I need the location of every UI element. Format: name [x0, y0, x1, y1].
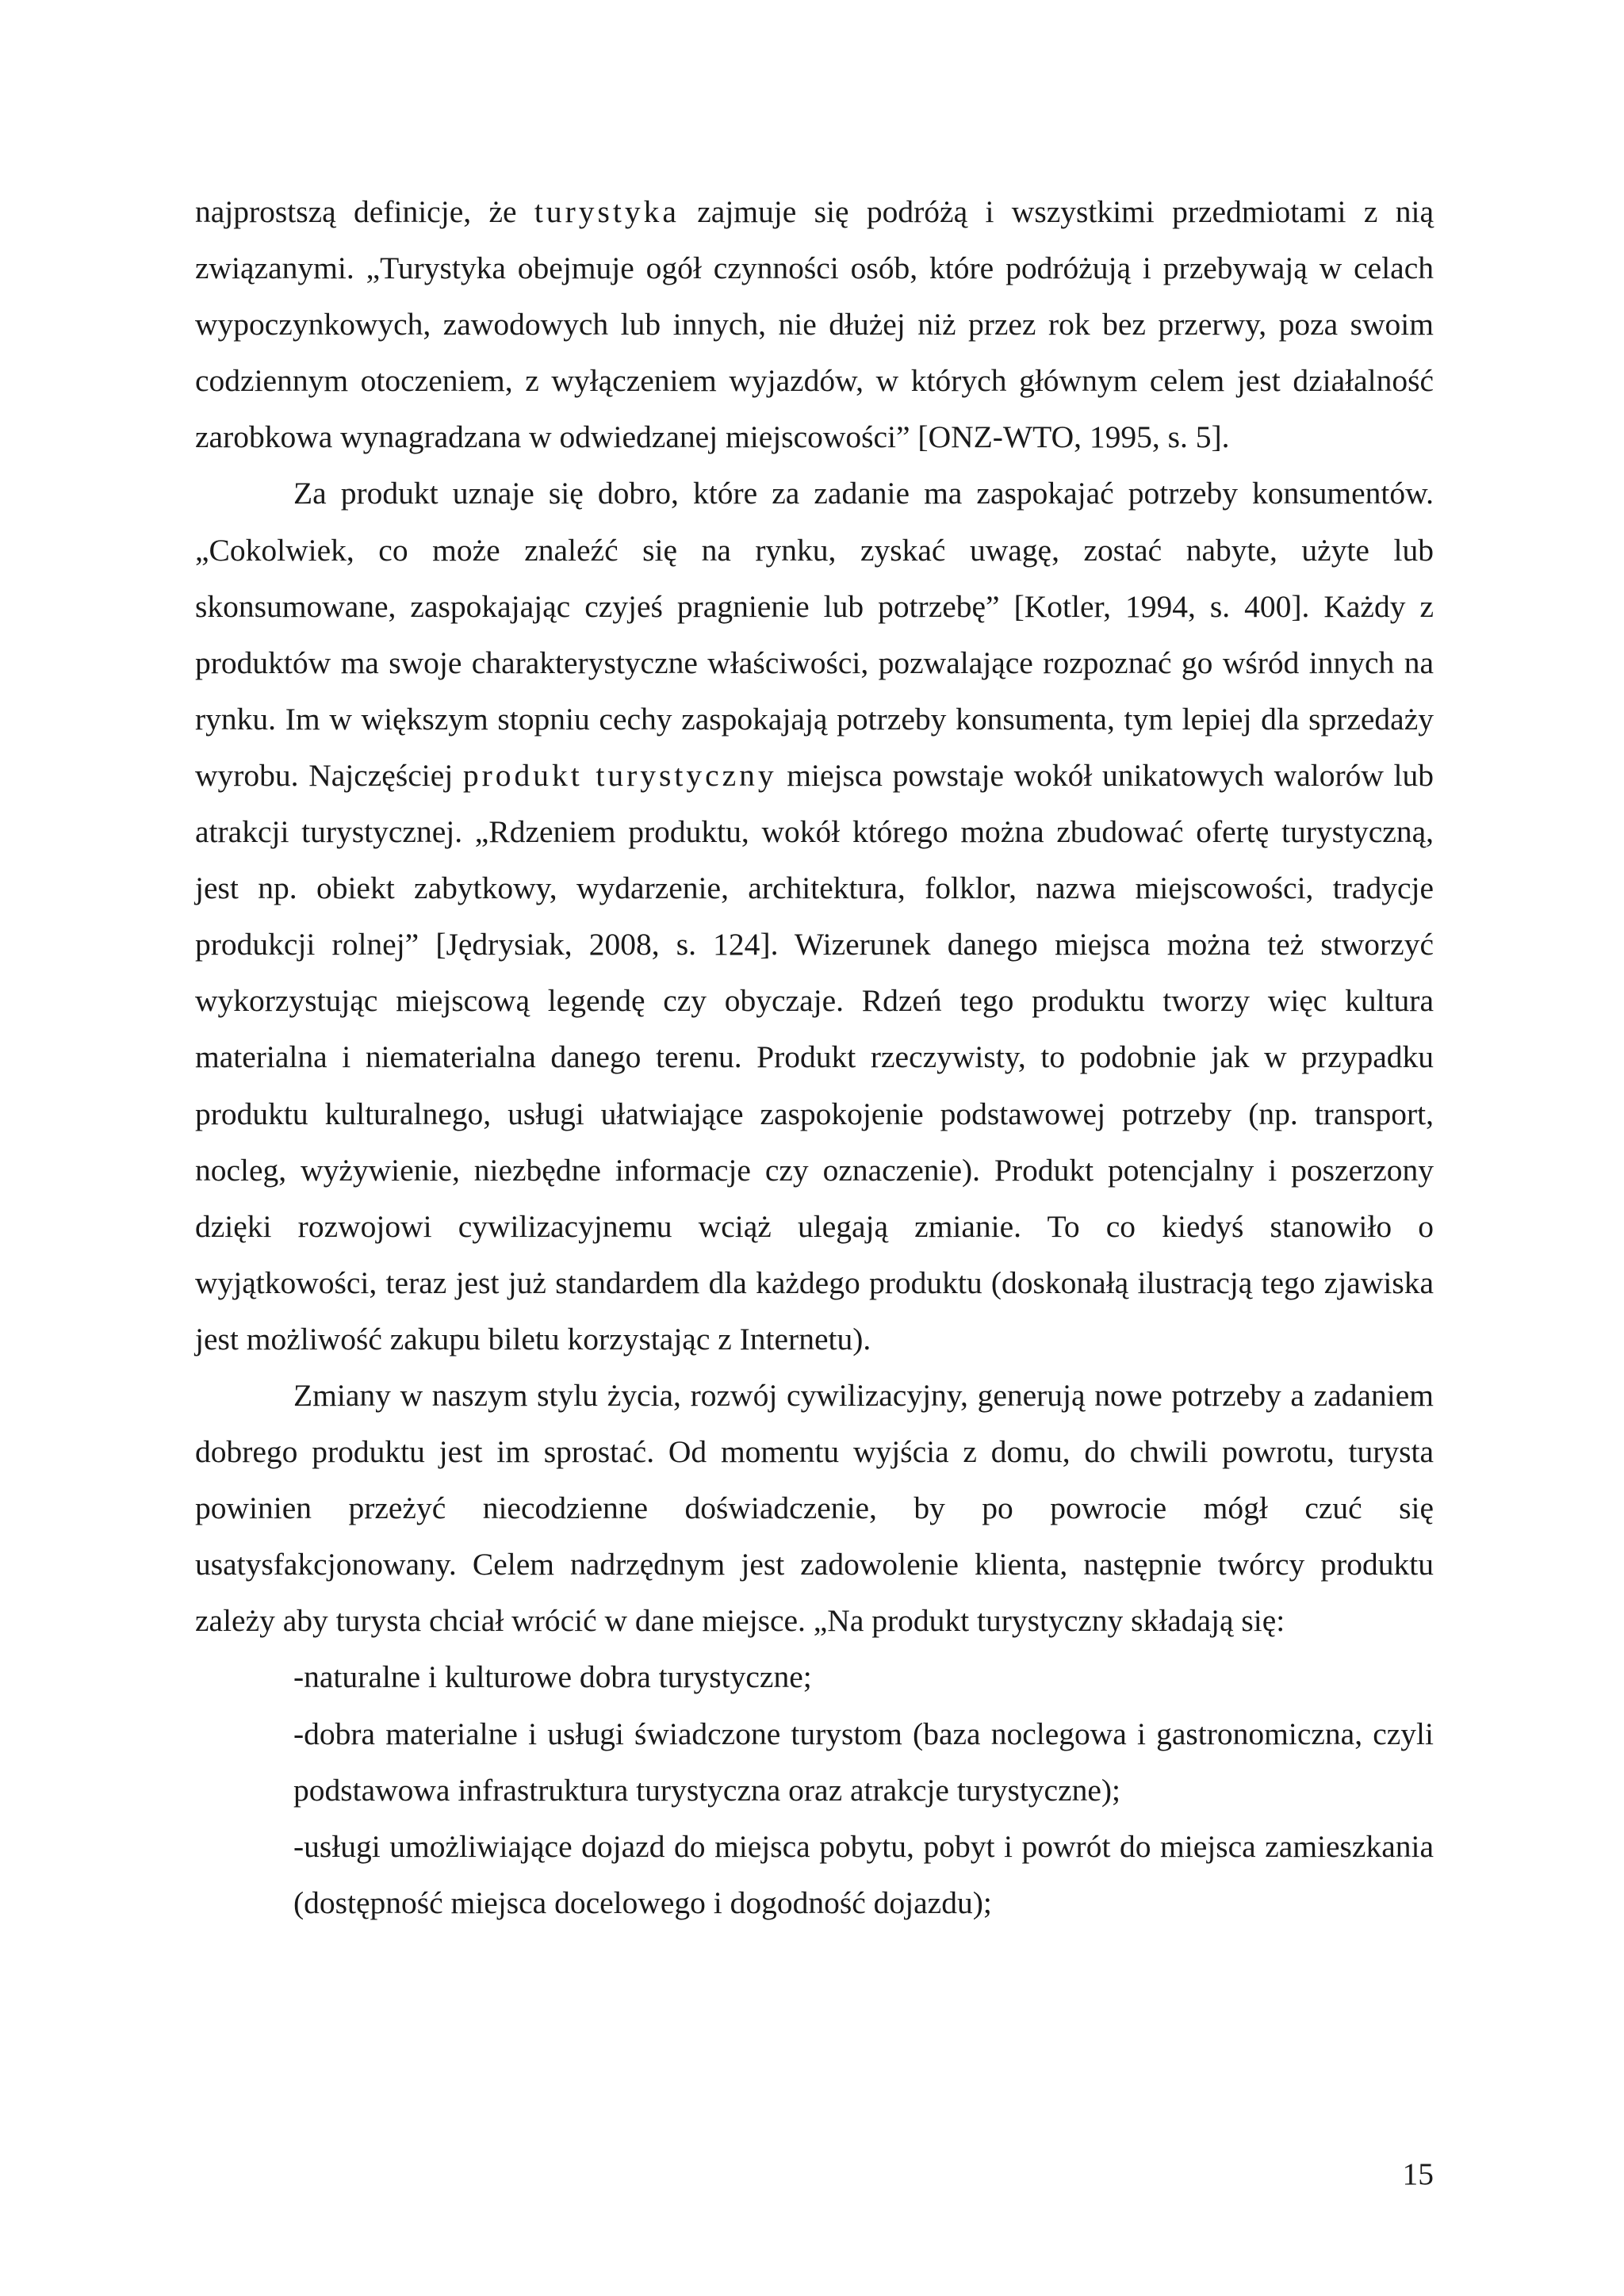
list-item: -naturalne i kulturowe dobra turystyczne;: [293, 1659, 812, 1695]
document-page: [195, 184, 1434, 1931]
paragraph-text: zajmuje się podróżą i wszystkimi przedmiotami z nią związanymi. „Turystyka obejmuje ogół czynności osób, które podróżują i przebywają w celach wypoczynkowych, zawodowych lub innych, nie dłużej niż przez rok bez przerwy, poza swoim codziennym otoczeniem, z wyłączeniem wyjazdów, w których głównym celem jest działalność zarobkowa wynagradzana w odwiedzanej miejscowości” [ONZ-WTO, 1995, s. 5].: [195, 194, 1434, 455]
paragraph-text: miejsca powstaje wokół unikatowych walorów lub atrakcji turystycznej. „Rdzeniem produktu, wokół którego można zbudować ofertę turystyczną, jest np. obiekt zabytkowy, wydarzenie, architektura, folklor, nazwa miejscowości, tradycje produkcji rolnej” [Jędrysiak, 2008, s. 124]. Wizerunek danego miejsca można też stworzyć wykorzystując miejscową legendę czy obyczaje. Rdzeń tego produktu tworzy więc kultura materialna i niematerialna danego terenu. Produkt rzeczywisty, to podobnie jak w przypadku produktu kulturalnego, usługi ułatwiające zaspokojenie podstawowej potrzeby (np. transport, nocleg, wyżywienie, niezbędne informacje czy oznaczenie). Produkt potencjalny i poszerzony dzięki rozwojowi cywilizacyjnemu wciąż ulegają zmianie. To co kiedyś stanowiło o wyjątkowości, teraz jest już standardem dla każdego produktu (doskonałą ilustracją tego zjawiska jest możliwość zakupu biletu korzystając z Internetu).: [195, 757, 1434, 1357]
list-item: -usługi umożliwiające dojazd do miejsca pobytu, pobyt i powrót do miejsca zamieszkania (dostępność miejsca docelowego i dogodność dojazdu);: [293, 1828, 1434, 1920]
page-number: 15: [1402, 2156, 1434, 2191]
paragraph-lifestyle-changes: [195, 1368, 1434, 1649]
paragraph-product-definition: [195, 465, 1434, 1368]
paragraph-text: Zmiany w naszym stylu życia, rozwój cywilizacyjny, generują nowe potrzeby a zadaniem dobrego produktu jest im sprostać. Od momentu wyjścia z domu, do chwili powrotu, turysta powinien przeżyć niecodzienne doświadczenie, by po powrocie mógł czuć się usatysfakcjonowany. Celem nadrzędnym jest zadowolenie klienta, następnie twórcy produktu zależy aby turysta chciał wrócić w dane miejsce. „Na produkt turystyczny składają się:: [195, 1377, 1434, 1639]
emphasized-term-produkt-turystyczny: produkt turystyczny: [462, 757, 777, 793]
paragraph-text: najprostszą definicje, że: [195, 194, 534, 229]
paragraph-text: Za produkt uznaje się dobro, które za zadanie ma zaspokajać potrzeby konsumentów. „Cokolwiek, co może znaleźć się na rynku, zyskać uwagę, zostać nabyte, użyte lub skonsumowane, zaspokajając czyjeś pragnienie lub potrzebę” [Kotler, 1994, s. 400]. Każdy z produktów ma swoje charakterystyczne właściwości, pozwalające rozpoznać go wśród innych na rynku. Im w większym stopniu cechy zaspokajają potrzeby konsumenta, tym lepiej dla sprzedaży wyrobu. Najczęściej: [195, 476, 1434, 793]
emphasized-term-turystyka: turystyka: [534, 194, 680, 229]
paragraph-tourism-definition: [195, 184, 1434, 465]
product-components-list: [195, 1649, 1434, 1931]
list-item: -dobra materialne i usługi świadczone turystom (baza noclegowa i gastronomiczna, czyli podstawowa infrastruktura turystyczna oraz atrakcje turystyczne);: [293, 1716, 1434, 1808]
